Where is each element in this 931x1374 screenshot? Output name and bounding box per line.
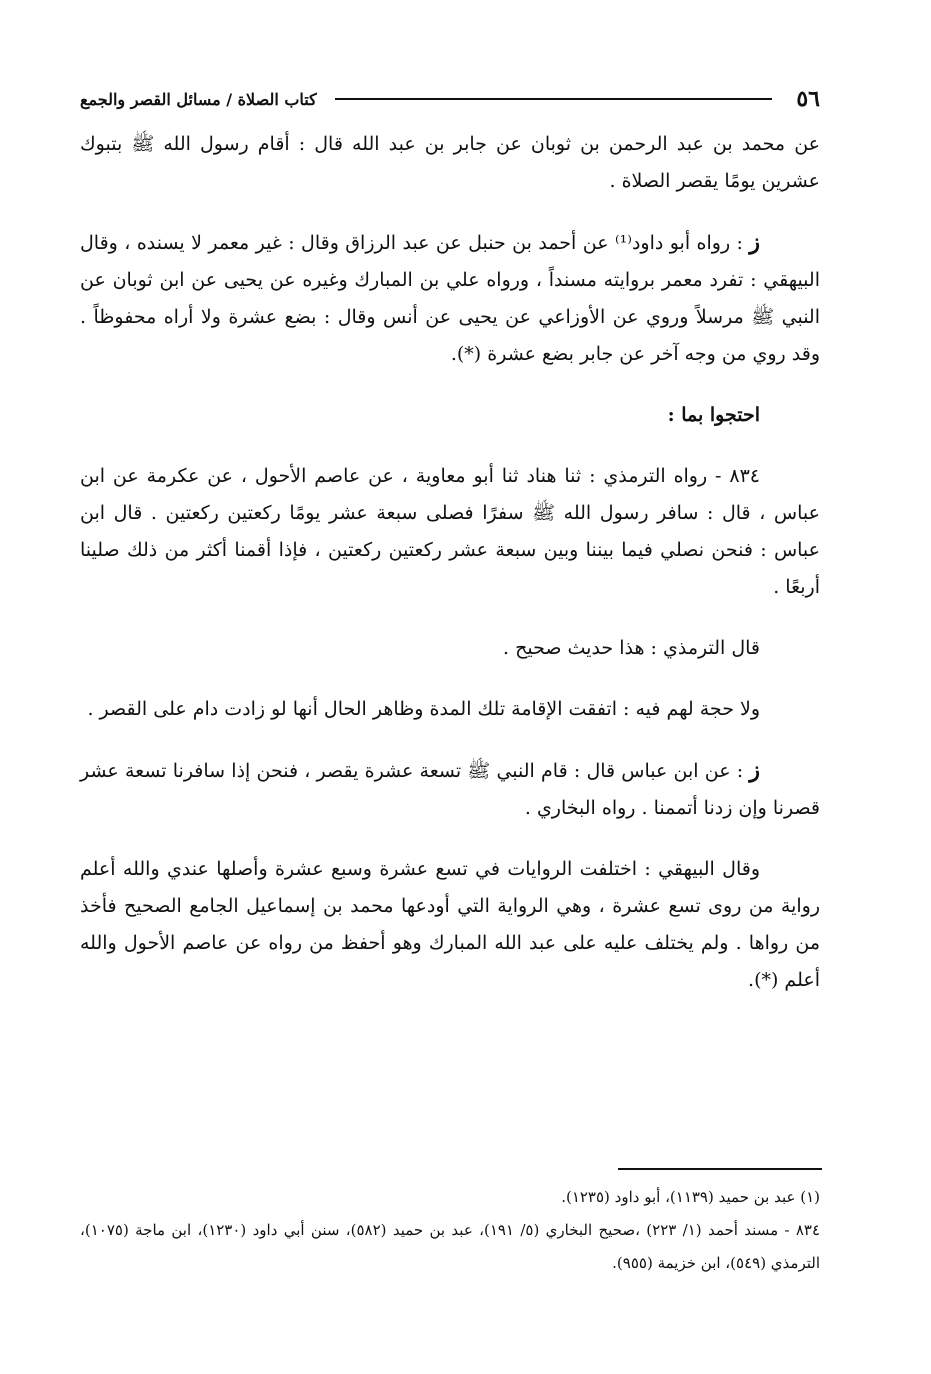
paragraph-ibn-abbas-text: : عن ابن عباس قال : قام النبي ﷺ تسعة عشرة يقصر ، فنحن إذا سافرنا تسعة عشر قصرنا وإن زدنا أتممنا . رواه البخاري . [80,760,820,819]
page-number: ٥٦ [796,86,820,112]
paragraph-rebuttal: ولا حجة لهم فيه : اتفقت الإقامة تلك المدة وظاهر الحال أنها لو زادت دام على القصر . [87,698,760,720]
paragraph-ibn-abbas [80,752,820,827]
section-heading: احتجوا بما : [667,404,760,426]
zay-symbol: ز [749,757,760,783]
zay-symbol: ز [749,229,761,255]
paragraph-hadith-continuation: عن محمد بن عبد الرحمن بن ثوبان عن جابر بن عبد الله قال : أقام رسول الله ﷺ بتبوك عشرين يومًا يقصر الصلاة . [80,133,820,192]
page-header [80,84,820,114]
paragraph-hadith-834: ٨٣٤ - رواه الترمذي : ثنا هناد ثنا أبو معاوية ، عن عاصم الأحول ، عن عكرمة عن ابن عباس ، قال : سافر رسول الله ﷺ سفرًا فصلى سبعة عشر يومًا ركعتين ركعتين . قال ابن عباس : فنحن نصلي فيما بيننا وبين سبعة عشر ركعتين ركعتين ، فإذا أقمنا أكثر من ذلك صلينا أربعًا . [80,465,820,598]
paragraph-abu-dawud-text: : رواه أبو داود⁽¹⁾ عن أحمد بن حنبل عن عبد الرزاق وقال : غير معمر لا يسنده ، وقال البيهقي : تفرد معمر بروايته مسنداً ، ورواه علي بن المبارك وغيره عن يحيى عن ابن ثوبان عن النبي ﷺ مرسلاً وروي عن الأوزاعي عن يحيى عن أنس وقال : بضع عشرة ولا أراه محفوظاً . وقد روي من وجه آخر عن جابر بضع عشرة (*). [80,232,820,365]
footnote-rule [618,1168,822,1170]
running-title: كتاب الصلاة / مسائل القصر والجمع [80,89,317,109]
header-rule [335,98,773,100]
footnotes [80,1181,820,1280]
main-text [80,126,820,1023]
paragraph-abu-dawud [80,224,820,373]
paragraph-bayhaqi: وقال البيهقي : اختلفت الروايات في تسع عشرة وسبع عشرة وأصلها عندي والله أعلم رواية من روى تسع عشرة ، وهي الرواية التي أودعها محمد بن إسماعيل الجامع الصحيح فأخذ من رواها . ولم يختلف عليه على عبد الله المبارك وهو أحفظ من رواه عن عاصم الأحول والله أعلم (*). [80,858,820,991]
footnote-834: ٨٣٤ - مسند أحمد (١/ ٢٢٣) ،صحيح البخاري (٥/ ١٩١)، عبد بن حميد (٥٨٢)، سنن أبي داود (١٢٣٠)، ابن ماجة (١٠٧٥)، الترمذي (٥٤٩)، ابن خزيمة (٩٥٥). [80,1221,821,1272]
footnote-1: (١) عبد بن حميد (١١٣٩)، أبو داود (١٢٣٥). [561,1188,820,1206]
paragraph-tirmidhi-grading: قال الترمذي : هذا حديث صحيح . [503,637,760,659]
